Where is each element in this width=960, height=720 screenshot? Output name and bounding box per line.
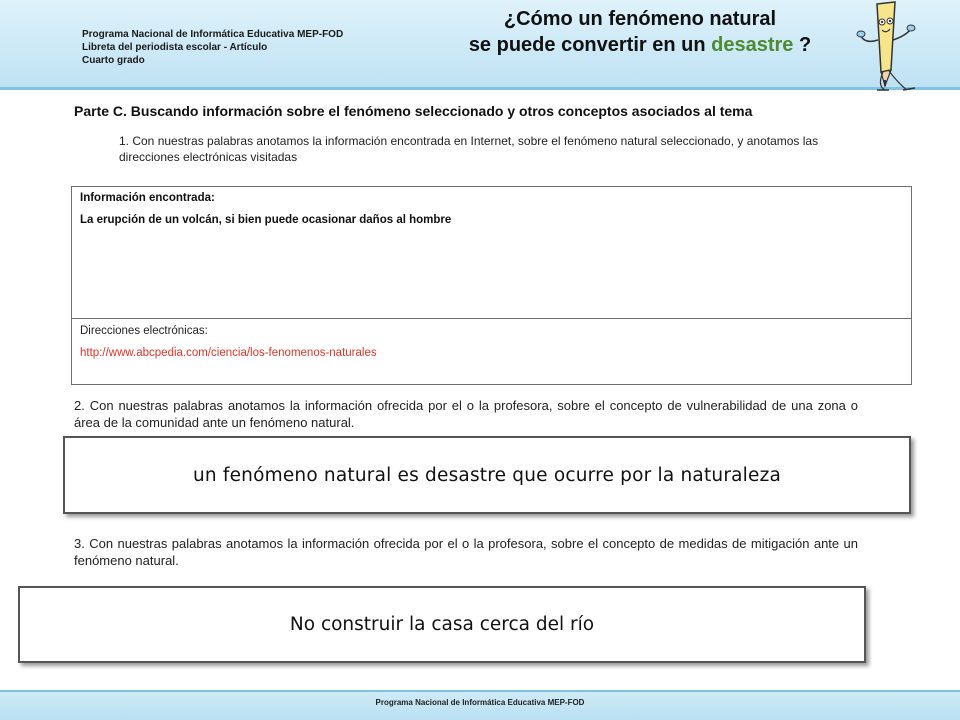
page-title-line2-pre: se puede convertir en un (468, 34, 712, 56)
reference-link[interactable]: http://www.abcpedia.com/ciencia/los-fenomenos-naturales (80, 347, 377, 359)
vulnerability-answer-text: un fenómeno natural es desastre que ocurre por la naturaleza (192, 464, 782, 486)
item1-instructions: 1. Con nuestras palabras anotamos la información encontrada en Internet, sobre el fenómeno natural seleccionado, y anotamos las direcciones electrónicas visitadas (119, 134, 819, 164)
links-cell (72, 319, 911, 385)
info-table (71, 186, 912, 385)
vulnerability-answer-box[interactable] (63, 436, 911, 514)
header-program-info (82, 28, 343, 67)
page-title-line2-post: ? (793, 34, 812, 56)
info-found-cell (72, 187, 911, 319)
header-notebook-name: Libreta del periodista escolar - Artículo (82, 42, 268, 53)
page-title (430, 6, 850, 58)
header-grade: Cuarto grado (82, 55, 145, 66)
header-program-name: Programa Nacional de Informática Educativa MEP-FOD (82, 29, 344, 40)
page-title-highlight: desastre (711, 34, 794, 56)
header-band (0, 0, 960, 90)
page-title-line1: ¿Cómo un fenómeno natural (503, 8, 777, 30)
pencil-character-icon (855, 0, 955, 92)
mitigation-answer-text: No construir la casa cerca del río (289, 614, 595, 635)
info-found-label: Información encontrada: (80, 192, 215, 204)
footer-band (0, 690, 960, 720)
item3-instructions: 3. Con nuestras palabras anotamos la información ofrecida por el o la profesora, sobre el concepto de medidas de mitigación ante un fenómeno natural. (74, 536, 858, 568)
footer-text: Programa Nacional de Informática Educativa MEP-FOD (375, 698, 585, 707)
info-found-text: La erupción de un volcán, si bien puede ocasionar daños al hombre (80, 214, 452, 226)
page-title-line2 (430, 32, 850, 58)
links-label: Direcciones electrónicas: (80, 325, 208, 337)
part-c-title: Parte C. Buscando información sobre el fenómeno seleccionado y otros conceptos asociados al tema (74, 103, 753, 119)
item2-instructions: 2. Con nuestras palabras anotamos la información ofrecida por el o la profesora, sobre el concepto de vulnerabilidad de una zona o área de la comunidad ante un fenómeno natural. (74, 398, 858, 430)
mitigation-answer-box[interactable] (18, 586, 866, 663)
